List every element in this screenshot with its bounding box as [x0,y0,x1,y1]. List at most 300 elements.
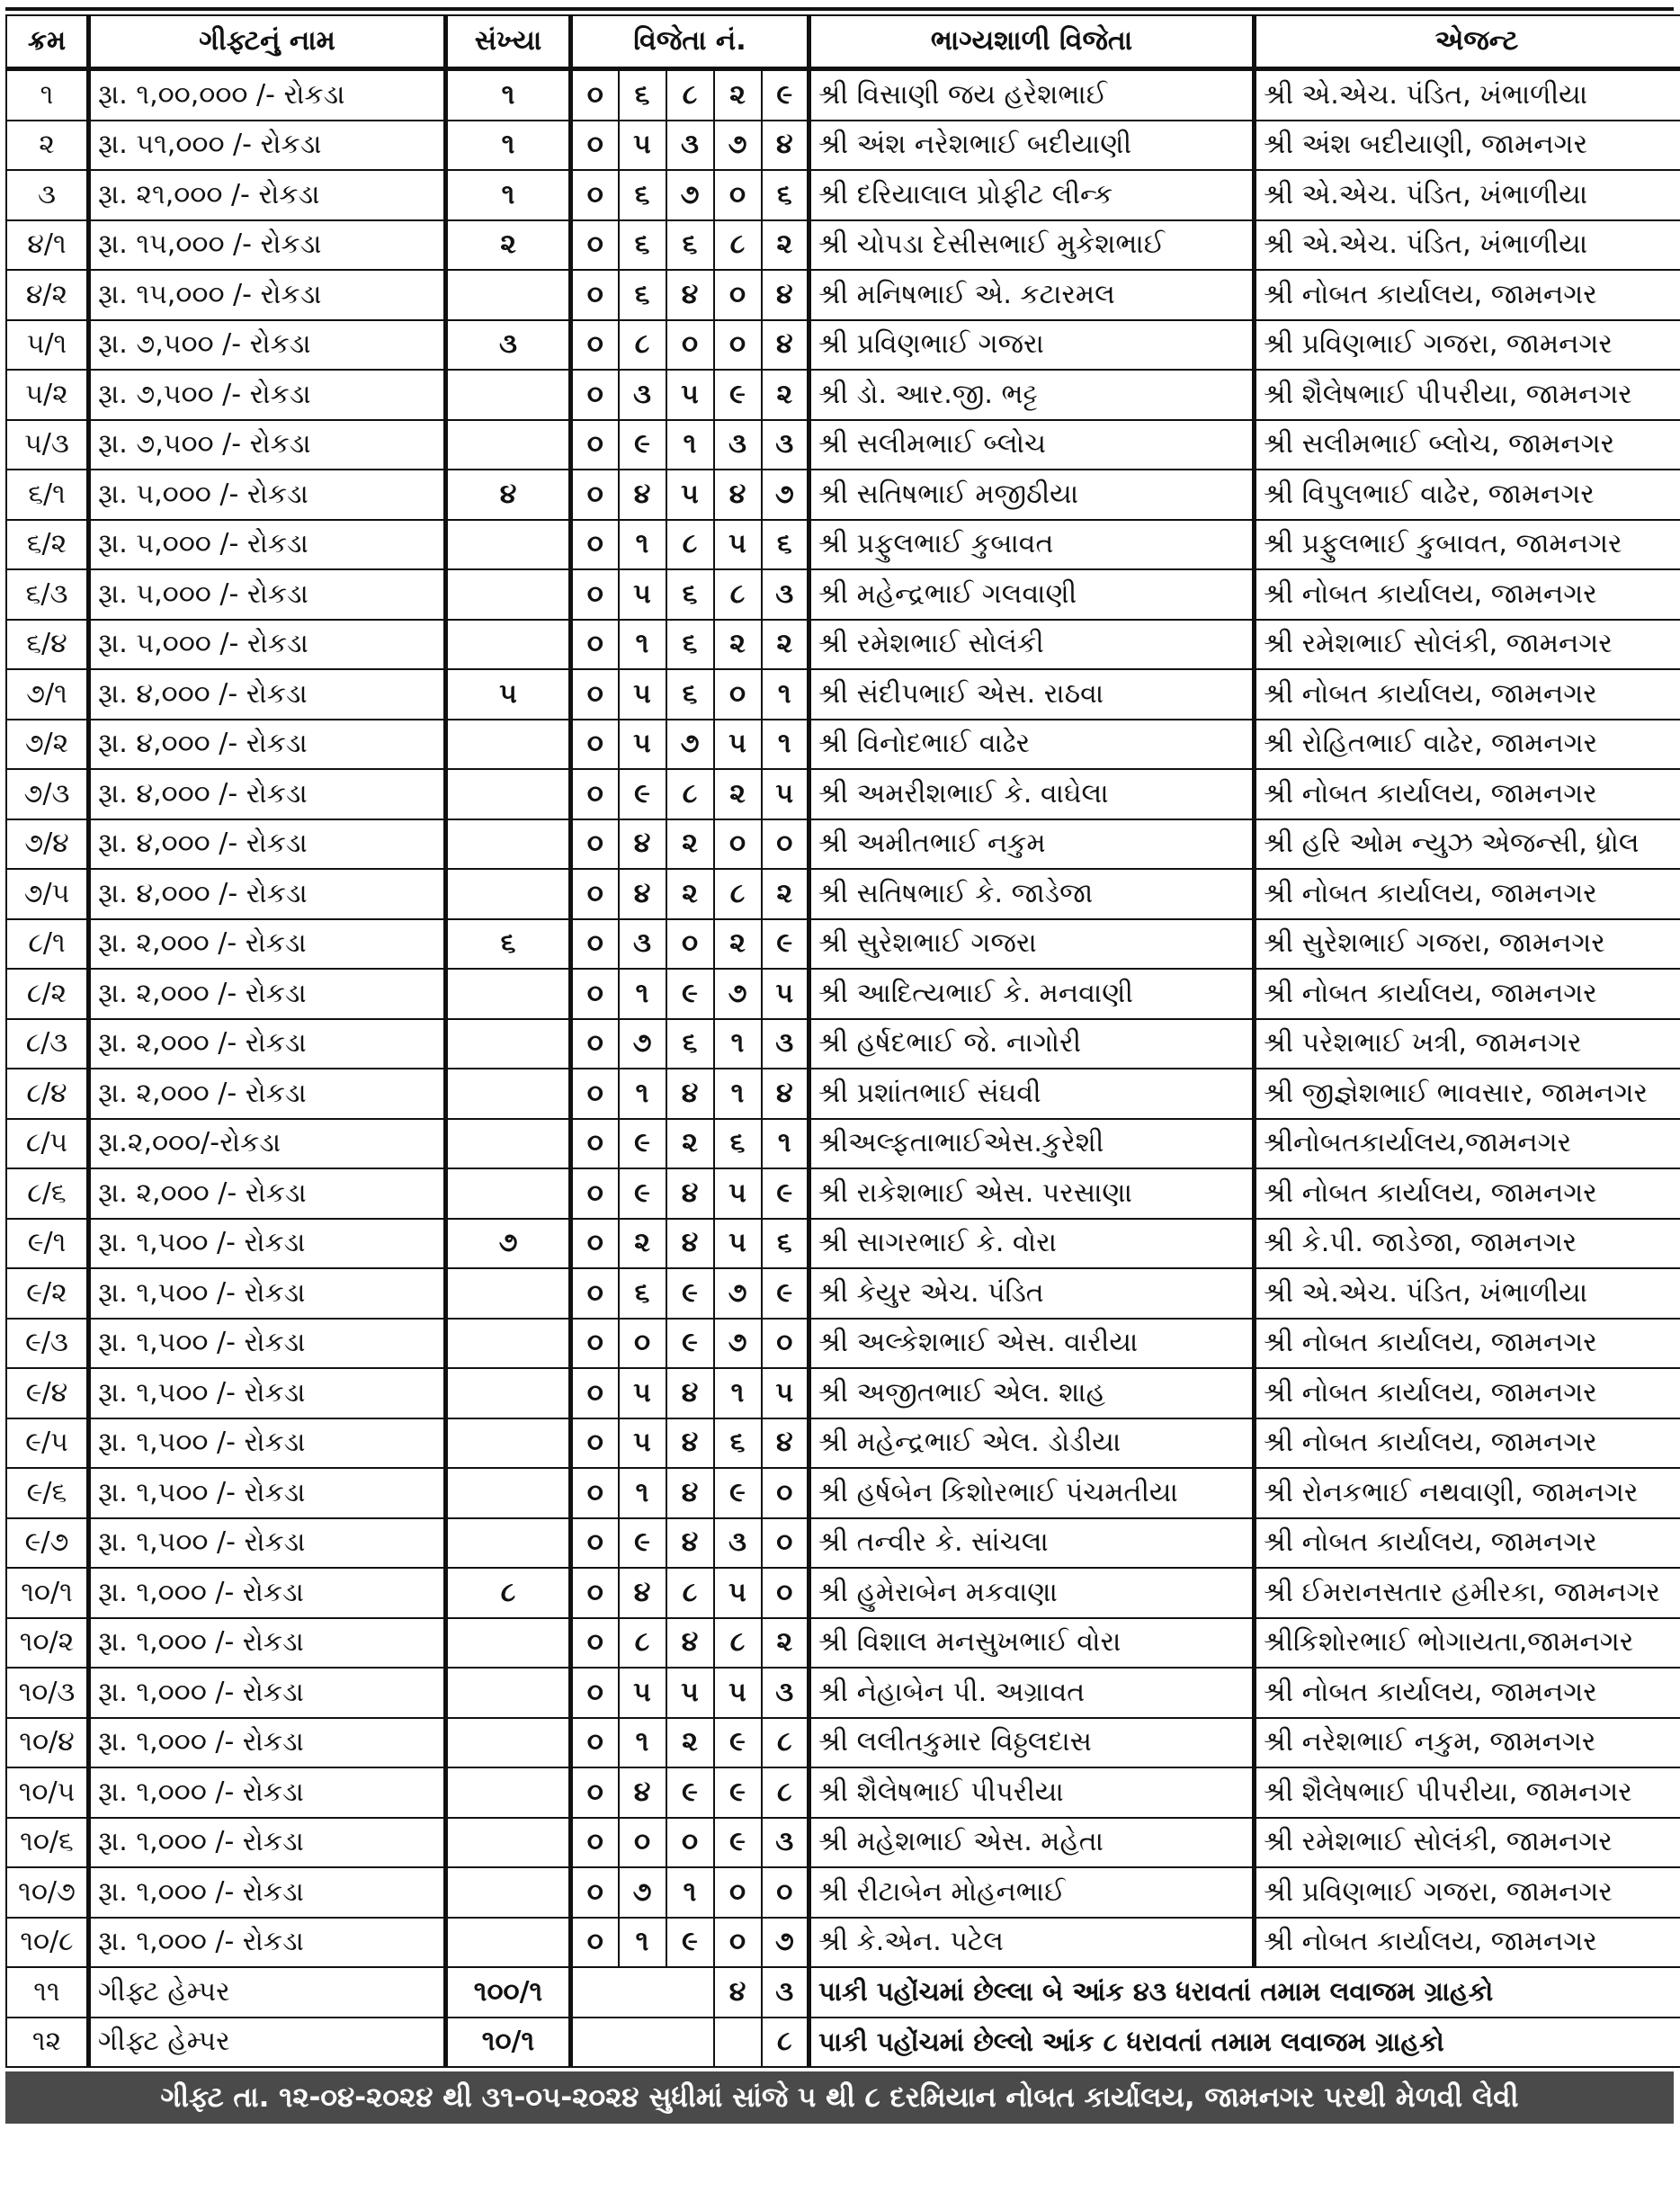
table-row [6,1518,1680,1569]
row-winner-name: શ્રી વિસાણી જય હરેશભાઈ [809,69,1255,121]
row-count [446,1518,571,1569]
row-kram: ૮/૫ [6,1119,89,1169]
row-winner-name: શ્રી સલીમભાઈ બ્લોચ [809,420,1255,470]
row-kram: ૪/૧ [6,220,89,271]
results-sheet [5,14,1674,2124]
winner-number-digit: ૮ [714,869,762,919]
row-kram: ૧૦/૭ [6,1867,89,1918]
winner-number-digit: ૨ [714,620,762,670]
winner-number-digit: ૦ [714,669,762,720]
row-kram: ૭/૩ [6,769,89,819]
winner-number-digit: ૨ [619,1219,666,1269]
row-kram: ૬/૩ [6,569,89,620]
winner-number-digit: ૧ [762,669,809,720]
row-agent: શ્રી ઈમરાનસતાર હમીરકા, જામનગર [1255,1568,1680,1618]
winner-number-digit: ૦ [571,470,619,520]
row-gift-name: રૂા. ૪,૦૦૦ /- રોકડા [89,720,446,770]
winner-number-digit: ૫ [619,1368,666,1418]
winner-number-digit: ૦ [762,1518,809,1569]
winner-number-digit: ૩ [762,420,809,470]
row-winner-name: શ્રી ચોપડા દેસીસભાઈ મુકેશભાઈ [809,220,1255,271]
row-winner-name: શ્રી વિશાલ મનસુખભાઈ વોરા [809,1618,1255,1669]
winner-number-digit: ૫ [619,569,666,620]
row-kram: ૬/૪ [6,620,89,670]
row-gift-name: રૂા. ૧,૫૦૦ /- રોકડા [89,1219,446,1269]
row-kram: ૯/૫ [6,1418,89,1469]
table-row [6,1668,1680,1718]
row-winner-name: શ્રી શૈલેષભાઈ પીપરીયા [809,1767,1255,1818]
winner-number-digit: ૧ [619,620,666,670]
row-gift-name: રૂા. ૨,૦૦૦ /- રોકડા [89,1168,446,1219]
winner-number-digit: ૮ [666,1568,714,1618]
row-winner-name: શ્રી કે.એન. પટેલ [809,1918,1255,1968]
row-agent: શ્રી એ.એચ. પંડિત, ખંભાળીયા [1255,220,1680,271]
winner-number-digit: ૮ [762,1767,809,1818]
row-count [446,620,571,670]
table-row [6,1818,1680,1868]
row-agent: શ્રી એ.એચ. પંડિત, ખંભાળીયા [1255,170,1680,220]
row-count [446,420,571,470]
row-gift-name: રૂા. ૫,૦૦૦ /- રોકડા [89,470,446,520]
winner-number-digit: ૫ [762,1368,809,1418]
hamper-number-digit: ૪ [714,1967,762,2018]
winner-number-digit: ૯ [619,1168,666,1219]
row-agent: શ્રી રમેશભાઈ સોલંકી, જામનગર [1255,620,1680,670]
winner-number-digit: ૭ [666,720,714,770]
winner-number-digit: ૦ [571,669,619,720]
row-winner-name: શ્રી પ્રવિણભાઈ ગજરા [809,320,1255,371]
row-agent: શ્રી શૈલેષભાઈ પીપરીયા, જામનગર [1255,1767,1680,1818]
winner-number-digit: ૦ [571,1568,619,1618]
row-kram: ૧૦/૮ [6,1918,89,1968]
hamper-count: ૧૦૦/૧ [446,1967,571,2018]
winner-number-digit: ૭ [666,170,714,220]
winner-number-digit: ૮ [714,1618,762,1669]
row-kram: ૬/૨ [6,520,89,570]
winner-number-digit: ૪ [762,1418,809,1469]
winner-number-digit: ૭ [714,969,762,1019]
winner-number-digit: ૦ [571,1168,619,1219]
row-count [446,869,571,919]
winner-number-digit: ૪ [762,1069,809,1119]
winner-number-digit: ૫ [619,1668,666,1718]
winner-number-digit: ૦ [571,769,619,819]
row-winner-name: શ્રી ડો. આર.જી. ભટ્ટ [809,370,1255,420]
winner-number-digit: ૧ [762,1119,809,1169]
winner-number-digit: ૦ [571,1767,619,1818]
winner-number-digit: ૯ [762,919,809,970]
row-kram: ૯/૭ [6,1518,89,1569]
winner-number-digit: ૦ [571,370,619,420]
row-agent: શ્રી નોબત કાર્યાલય, જામનગર [1255,1319,1680,1369]
row-kram: ૧૦/૧ [6,1568,89,1618]
winner-number-digit: ૬ [666,220,714,271]
row-count [446,1368,571,1418]
row-gift-name: રૂા. ૧,૫૦૦ /- રોકડા [89,1368,446,1418]
row-winner-name: શ્રી અમીતભાઈ નકુમ [809,819,1255,870]
hamper-number-blank [571,1967,714,2018]
winner-number-digit: ૯ [619,1119,666,1169]
row-winner-name: શ્રી રાકેશભાઈ એસ. પરસાણા [809,1168,1255,1219]
winner-number-digit: ૦ [714,1867,762,1918]
winner-number-digit: ૬ [619,170,666,220]
row-kram: ૯/૬ [6,1468,89,1518]
winner-number-digit: ૦ [571,569,619,620]
row-kram: ૯/૧ [6,1219,89,1269]
row-kram: ૪/૨ [6,270,89,320]
row-gift-name: રૂા. ૪,૦૦૦ /- રોકડા [89,869,446,919]
winner-number-digit: ૬ [762,520,809,570]
row-winner-name: શ્રી હુમેરાબેન મકવાણા [809,1568,1255,1618]
winner-number-digit: ૯ [619,420,666,470]
row-agent: શ્રી રમેશભાઈ સોલંકી, જામનગર [1255,1818,1680,1868]
row-gift-name: રૂા. ૪,૦૦૦ /- રોકડા [89,769,446,819]
row-count [446,370,571,420]
winner-number-digit: ૯ [666,1319,714,1369]
table-row [6,1918,1680,1968]
row-count: ૨ [446,220,571,271]
winner-number-digit: ૫ [714,1219,762,1269]
hamper-number-digit: ૩ [762,1967,809,2018]
hamper-description: પાકી પહોંચમાં છેલ્લો આંક ૮ ધરાવતાં તમામ લવાજમ ગ્રાહકો [809,2018,1680,2068]
row-kram: ૭/૧ [6,669,89,720]
winner-number-digit: ૪ [762,320,809,371]
row-agent: શ્રી પ્રફુલભાઈ કુબાવત, જામનગર [1255,520,1680,570]
table-row [6,1718,1680,1768]
row-count [446,1718,571,1768]
table-body [6,69,1680,2068]
table-row [6,220,1680,271]
row-count [446,270,571,320]
hamper-number-blank [571,2018,714,2068]
row-kram: ૯/૨ [6,1268,89,1319]
table-row [6,1319,1680,1369]
hamper-number-digit: ૮ [762,2018,809,2068]
row-gift-name: રૂા. ૧,૦૦૦ /- રોકડા [89,1818,446,1868]
row-gift-name: રૂા. ૧,૫૦૦ /- રોકડા [89,1268,446,1319]
row-agent: શ્રી પ્રવિણભાઈ ગજરા, જામનગર [1255,1867,1680,1918]
winner-number-digit: ૯ [762,1168,809,1219]
winner-number-digit: ૦ [571,819,619,870]
winner-number-digit: ૦ [571,1368,619,1418]
table-row [6,1268,1680,1319]
row-gift-name: રૂા. ૨,૦૦૦ /- રોકડા [89,1069,446,1119]
row-winner-name: શ્રી હર્ષબેન કિશોરભાઈ પંચમતીયા [809,1468,1255,1518]
winner-number-digit: ૯ [714,1468,762,1518]
table-row [6,370,1680,420]
row-kram: ૭/૪ [6,819,89,870]
winner-number-digit: ૯ [619,1518,666,1569]
winner-number-digit: ૦ [762,1319,809,1369]
row-kram: ૧૦/૩ [6,1668,89,1718]
row-gift-name: રૂા. ૨,૦૦૦ /- રોકડા [89,919,446,970]
header-winner-number: વિજેતા નં. [571,15,809,69]
winner-number-digit: ૦ [571,1618,619,1669]
row-winner-name: શ્રી રમેશભાઈ સોલંકી [809,620,1255,670]
winner-number-digit: ૩ [762,1668,809,1718]
row-count [446,569,571,620]
winner-number-digit: ૯ [714,370,762,420]
winner-number-digit: ૪ [666,1418,714,1469]
row-agent: શ્રી નોબત કાર્યાલય, જામનગર [1255,1518,1680,1569]
table-row [6,1418,1680,1469]
winner-number-digit: ૦ [571,1918,619,1968]
row-agent: શ્રી નોબત કાર્યાલય, જામનગર [1255,969,1680,1019]
row-agent: શ્રી પ્રવિણભાઈ ગજરા, જામનગર [1255,320,1680,371]
winner-number-digit: ૬ [762,170,809,220]
row-gift-name: રૂા.૨,૦૦૦/-રોકડા [89,1119,446,1169]
header-count: સંખ્યા [446,15,571,69]
winner-number-digit: ૦ [571,170,619,220]
winner-number-digit: ૨ [762,869,809,919]
winner-number-digit: ૩ [762,569,809,620]
table-row [6,420,1680,470]
winner-number-digit: ૬ [666,620,714,670]
winner-number-digit: ૬ [714,1418,762,1469]
row-winner-name: શ્રી હર્ષદભાઈ જે. નાગોરી [809,1019,1255,1069]
row-gift-name: રૂા. ૧,૦૦,૦૦૦ /- રોકડા [89,69,446,121]
row-gift-name: રૂા. ૫,૦૦૦ /- રોકડા [89,620,446,670]
row-count [446,1918,571,1968]
row-kram: ૧૦/૨ [6,1618,89,1669]
row-count [446,1468,571,1518]
winner-number-digit: ૦ [714,819,762,870]
row-count [446,1069,571,1119]
row-count [446,1767,571,1818]
row-gift-name: રૂા. ૧,૦૦૦ /- રોકડા [89,1867,446,1918]
winner-number-digit: ૦ [571,1818,619,1868]
winner-number-digit: ૫ [619,121,666,171]
row-kram: ૫/૧ [6,320,89,371]
winner-number-digit: ૦ [571,1668,619,1718]
winner-number-digit: ૨ [666,1718,714,1768]
row-gift-name: રૂા. ૭,૫૦૦ /- રોકડા [89,320,446,371]
row-agent: શ્રી નોબત કાર્યાલય, જામનગર [1255,1168,1680,1219]
table-row [6,470,1680,520]
winner-number-digit: ૯ [666,1918,714,1968]
winner-number-digit: ૪ [666,1618,714,1669]
row-kram: ૧૦/૫ [6,1767,89,1818]
winner-number-digit: ૫ [666,370,714,420]
winner-number-digit: ૪ [619,470,666,520]
row-winner-name: શ્રી અમરીશભાઈ કે. વાઘેલા [809,769,1255,819]
winner-number-digit: ૦ [571,220,619,271]
row-gift-name: રૂા. ૧,૫૦૦ /- રોકડા [89,1319,446,1369]
row-agent: શ્રી નોબત કાર્યાલય, જામનગર [1255,769,1680,819]
row-winner-name: શ્રી સંદીપભાઈ એસ. રાઠવા [809,669,1255,720]
winner-number-digit: ૫ [762,969,809,1019]
row-winner-name: શ્રી નેહાબેન પી. અગ્રાવત [809,1668,1255,1718]
row-winner-name: શ્રી મહેન્દ્રભાઈ ગલવાણી [809,569,1255,620]
winner-number-digit: ૫ [714,1568,762,1618]
row-count: ૪ [446,470,571,520]
row-agent: શ્રી એ.એચ. પંડિત, ખંભાળીયા [1255,1268,1680,1319]
table-row [6,69,1680,121]
winner-number-digit: ૨ [762,1618,809,1669]
winner-number-digit: ૭ [619,1019,666,1069]
winner-number-digit: ૦ [571,1468,619,1518]
row-winner-name: શ્રી મહેશભાઈ એસ. મહેતા [809,1818,1255,1868]
row-count [446,819,571,870]
row-gift-name: રૂા. ૧,૫૦૦ /- રોકડા [89,1468,446,1518]
row-kram: ૩ [6,170,89,220]
winner-number-digit: ૦ [571,869,619,919]
row-agent: શ્રી નોબત કાર્યાલય, જામનગર [1255,270,1680,320]
winner-number-digit: ૬ [619,69,666,121]
table-row [6,1618,1680,1669]
winner-number-digit: ૦ [571,1268,619,1319]
winner-number-digit: ૬ [619,1268,666,1319]
row-count [446,1418,571,1469]
winner-number-digit: ૬ [762,1219,809,1269]
row-kram: ૫/૨ [6,370,89,420]
hamper-row [6,2018,1680,2068]
row-kram: ૮/૩ [6,1019,89,1069]
row-winner-name: શ્રી વિનોદભાઈ વાઢેર [809,720,1255,770]
row-gift-name: રૂા. ૧,૦૦૦ /- રોકડા [89,1668,446,1718]
winner-number-digit: ૮ [666,69,714,121]
row-gift-name: રૂા. ૧,૦૦૦ /- રોકડા [89,1568,446,1618]
winner-number-digit: ૬ [619,270,666,320]
table-row [6,769,1680,819]
winner-number-digit: ૧ [619,1918,666,1968]
winner-number-digit: ૪ [762,121,809,171]
row-kram: ૧૦/૬ [6,1818,89,1868]
table-row [6,1119,1680,1169]
winner-number-digit: ૪ [619,1568,666,1618]
winner-number-digit: ૭ [714,1319,762,1369]
row-gift-name: રૂા. ૨,૦૦૦ /- રોકડા [89,969,446,1019]
winner-number-digit: ૩ [619,919,666,970]
row-winner-name: શ્રી દરિયાલાલ પ્રોફીટ લીન્ક [809,170,1255,220]
winner-number-digit: ૭ [714,121,762,171]
row-winner-name: શ્રી અંશ નરેશભાઈ બદીયાણી [809,121,1255,171]
winner-number-digit: ૫ [762,769,809,819]
table-row [6,969,1680,1019]
row-agent: શ્રી નોબત કાર્યાલય, જામનગર [1255,869,1680,919]
winner-number-digit: ૯ [619,769,666,819]
row-winner-name: શ્રી અલ્કેશભાઈ એસ. વારીયા [809,1319,1255,1369]
winner-number-digit: ૦ [571,1069,619,1119]
winner-number-digit: ૪ [666,1168,714,1219]
winner-number-digit: ૦ [571,969,619,1019]
header-winner: ભાગ્યશાળી વિજેતા [809,15,1255,69]
winner-number-digit: ૦ [619,1818,666,1868]
row-agent: શ્રી નોબત કાર્યાલય, જામનગર [1255,1418,1680,1469]
winner-number-digit: ૦ [571,420,619,470]
row-count [446,720,571,770]
winner-number-digit: ૧ [714,1019,762,1069]
row-count: ૮ [446,1568,571,1618]
row-gift-name: રૂા. ૧,૦૦૦ /- રોકડા [89,1918,446,1968]
row-agent: શ્રી જીજ્ઞેશભાઈ ભાવસાર, જામનગર [1255,1069,1680,1119]
table-row [6,1468,1680,1518]
winner-number-digit: ૦ [714,320,762,371]
table-row [6,1568,1680,1618]
winner-number-digit: ૩ [762,1818,809,1868]
hamper-gift-name: ગીફ્ટ હેમ્પર [89,1967,446,2018]
winner-number-digit: ૮ [714,220,762,271]
winner-number-digit: ૦ [571,1867,619,1918]
winner-number-digit: ૪ [666,1468,714,1518]
row-agent: શ્રી નોબત કાર્યાલય, જામનગર [1255,569,1680,620]
row-winner-name: શ્રી મનિષભાઈ એ. કટારમલ [809,270,1255,320]
winner-number-digit: ૩ [714,420,762,470]
winner-number-digit: ૪ [714,470,762,520]
table-row [6,919,1680,970]
winner-number-digit: ૪ [619,1767,666,1818]
header-gift-name: ગીફ્ટનું નામ [89,15,446,69]
winner-number-digit: ૧ [619,1069,666,1119]
winner-number-digit: ૪ [666,1069,714,1119]
winner-number-digit: ૯ [714,1718,762,1768]
winner-number-digit: ૩ [619,370,666,420]
row-count [446,1019,571,1069]
winner-number-digit: ૦ [571,919,619,970]
row-winner-name: શ્રી આદિત્યભાઈ કે. મનવાણી [809,969,1255,1019]
winner-number-digit: ૦ [714,170,762,220]
winner-number-digit: ૧ [714,1368,762,1418]
row-kram: ૮/૨ [6,969,89,1019]
winner-number-digit: ૪ [666,1368,714,1418]
row-gift-name: રૂા. ૫,૦૦૦ /- રોકડા [89,520,446,570]
winner-number-digit: ૦ [571,1718,619,1768]
winner-number-digit: ૦ [571,270,619,320]
row-agent: શ્રી નોબત કાર્યાલય, જામનગર [1255,1668,1680,1718]
row-count: ૬ [446,919,571,970]
row-agent: શ્રી હરિ ઓમ ન્યુઝ એજન્સી, ધ્રોલ [1255,819,1680,870]
winner-number-digit: ૧ [619,1468,666,1518]
winner-number-digit: ૫ [714,1668,762,1718]
winner-number-digit: ૫ [619,669,666,720]
row-count: ૩ [446,320,571,371]
winner-number-digit: ૭ [762,1918,809,1968]
row-agent: શ્રી સુરેશભાઈ ગજરા, જામનગર [1255,919,1680,970]
winner-number-digit: ૮ [666,769,714,819]
row-winner-name: શ્રી કેયુર એચ. પંડિત [809,1268,1255,1319]
row-gift-name: રૂા. ૫,૦૦૦ /- રોકડા [89,569,446,620]
table-row [6,620,1680,670]
collection-notice: ગીફ્ટ તા. ૧૨-૦૪-૨૦૨૪ થી ૩૧-૦૫-૨૦૨૪ સુધીમાં સાંજે ૫ થી ૮ દરમિયાન નોબત કાર્યાલય, જામનગર પરથી મેળવી લેવી [5,2071,1674,2124]
row-agent: શ્રી નોબત કાર્યાલય, જામનગર [1255,669,1680,720]
winner-number-digit: ૪ [619,819,666,870]
row-gift-name: રૂા. ૨૧,૦૦૦ /- રોકડા [89,170,446,220]
row-kram: ૬/૧ [6,470,89,520]
row-winner-name: શ્રી સાગરભાઈ કે. વોરા [809,1219,1255,1269]
winner-number-digit: ૯ [762,69,809,121]
row-winner-name: શ્રી સુરેશભાઈ ગજરા [809,919,1255,970]
row-agent: શ્રી રોહિતભાઈ વાઢેર, જામનગર [1255,720,1680,770]
winner-number-digit: ૨ [666,1119,714,1169]
winner-number-digit: ૦ [619,1319,666,1369]
row-kram: ૯/૪ [6,1368,89,1418]
row-gift-name: રૂા. ૧,૦૦૦ /- રોકડા [89,1767,446,1818]
row-agent: શ્રી પરેશભાઈ ખત્રી, જામનગર [1255,1019,1680,1069]
row-gift-name: રૂા. ૧૫,૦૦૦ /- રોકડા [89,220,446,271]
winner-number-digit: ૭ [714,1268,762,1319]
row-count [446,1818,571,1868]
winner-number-digit: ૮ [619,1618,666,1669]
winner-number-digit: ૭ [619,1867,666,1918]
winner-number-digit: ૦ [762,1468,809,1518]
row-count: ૧ [446,69,571,121]
row-count: ૧ [446,170,571,220]
row-winner-name: શ્રી લલીતકુમાર વિઠ્ઠલદાસ [809,1718,1255,1768]
table-row [6,520,1680,570]
winner-number-digit: ૦ [762,1867,809,1918]
header-agent: એજન્ટ [1255,15,1680,69]
winners-table [5,14,1680,2068]
